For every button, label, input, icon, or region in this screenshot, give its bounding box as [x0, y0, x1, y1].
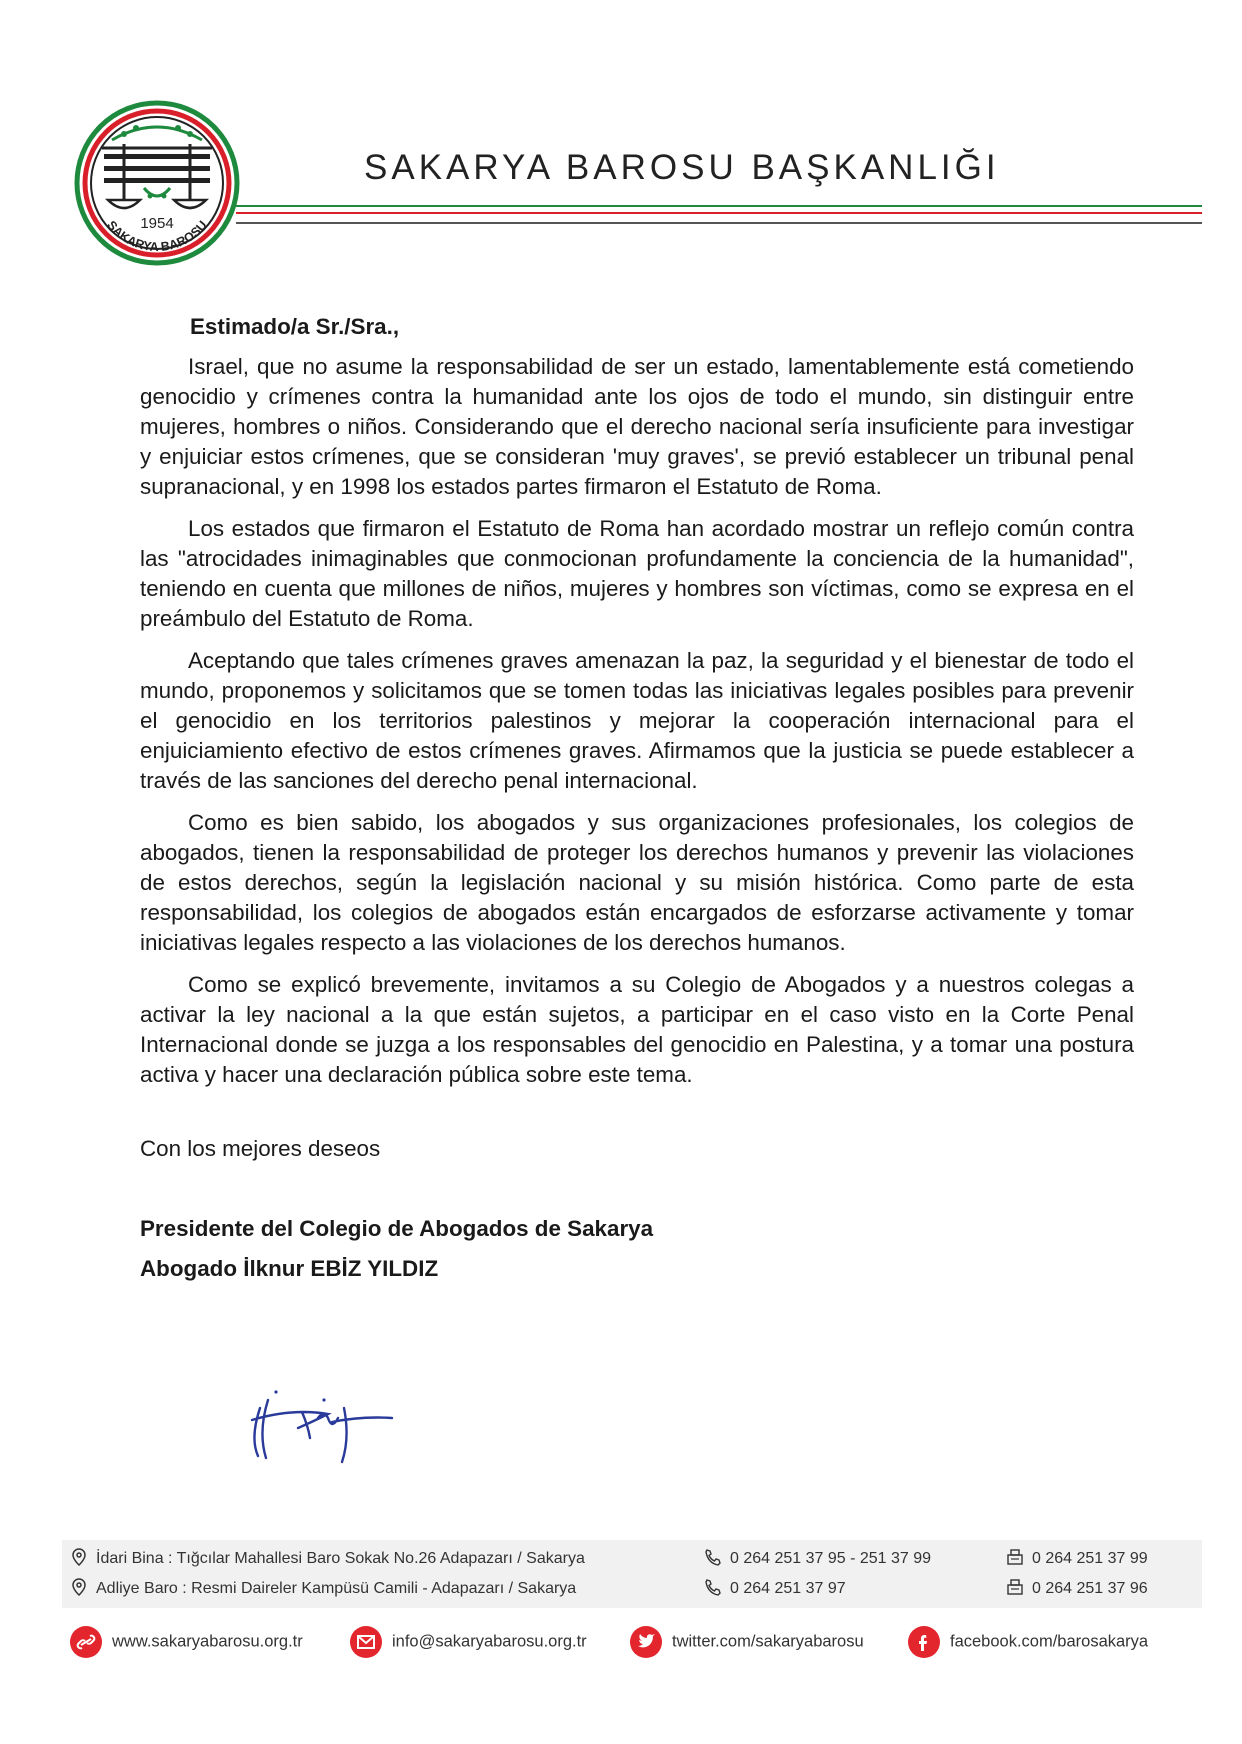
paragraph-1: Israel, que no asume la responsabilidad de ser un estado, lamentablemente está cometiendo genocidio y crímenes contra la humanidad ante los ojos de todo el mundo, sin distinguir entre mujeres, hombres o niños. Considerando que el derecho nacional sería insuficiente para investigar y enjuiciar estos crímenes, que se consideran 'muy graves', se previó establecer un tribunal penal supranacional, y en 1998 los estados partes firmaron el Estatuto de Roma.	[140, 354, 1134, 499]
paragraph-5: Como se explicó brevemente, invitamos a su Colegio de Abogados y a nuestros colegas a activar la ley nacional a la que están sujetos, a participar en el caso visto en la Corte Penal Internacional donde se juzga a los responsables del genocidio en Palestina, y a tomar una postura activa y hacer una declaración pública sobre este tema.	[140, 972, 1134, 1087]
fax-secondary	[1006, 1578, 1148, 1598]
phone-secondary-text: 0 264 251 37 97	[730, 1580, 846, 1597]
location-pin-icon	[70, 1548, 88, 1566]
address-court	[70, 1578, 576, 1598]
handwritten-signature	[232, 1378, 402, 1464]
phone-primary	[704, 1548, 931, 1568]
letter-body	[140, 312, 1134, 1294]
fax-icon	[1006, 1578, 1024, 1596]
mail-icon	[350, 1626, 382, 1658]
phone-primary-text: 0 264 251 37 95 - 251 37 99	[730, 1550, 932, 1567]
paragraph-4: Como es bien sabido, los abogados y sus organizaciones profesionales, los colegios de abogados, tienen la responsabilidad de proteger los derechos humanos y prevenir las violaciones de estos derechos, según la legislación nacional y su misión histórica. Como parte de esta responsabilidad, los colegios de abogados están encargados de esforzarse activamente y tomar iniciativas legales respecto a las violaciones de los derechos humanos.	[140, 810, 1134, 955]
location-pin-icon	[70, 1578, 88, 1596]
paragraph-2: Los estados que firmaron el Estatuto de Roma han acordado mostrar un reflejo común contra las "atrocidades inimaginables que conmocionan profundamente la conciencia de la humanidad", teniendo en cuenta que millones de niños, mujeres y hombres son víctimas, como se expresa en el preámbulo del Estatuto de Roma.	[140, 516, 1134, 631]
phone-secondary	[704, 1578, 846, 1598]
fax-primary	[1006, 1548, 1148, 1568]
signer-title: Presidente del Colegio de Abogados de Sakarya	[140, 1216, 654, 1241]
website-text: www.sakaryabarosu.org.tr	[112, 1632, 303, 1651]
fax-primary-text: 0 264 251 37 99	[1032, 1550, 1148, 1567]
header-rule-dark	[236, 222, 1202, 224]
facebook-link[interactable]	[908, 1626, 1148, 1658]
signature-block	[140, 1214, 1134, 1284]
greeting: Estimado/a Sr./Sra.,	[190, 314, 400, 339]
website-link[interactable]	[70, 1626, 303, 1658]
phone-icon	[704, 1548, 722, 1566]
twitter-link[interactable]	[630, 1626, 864, 1658]
twitter-text: twitter.com/sakaryabarosu	[672, 1632, 864, 1651]
organization-title: SAKARYA BAROSU BAŞKANLIĞI	[364, 148, 1000, 187]
link-icon	[70, 1626, 102, 1658]
email-text: info@sakaryabarosu.org.tr	[392, 1632, 587, 1651]
paragraph-3: Aceptando que tales crímenes graves amenazan la paz, la seguridad y el bienestar de todo el mundo, proponemos y solicitamos que se tomen todas las iniciativas legales posibles para prevenir el genocidio en los territorios palestinos y mejorar la cooperación internacional para el enjuiciamiento efectivo de estos crímenes graves. Afirmamos que la justicia se puede establecer a través de las sanciones del derecho penal internacional.	[140, 648, 1134, 793]
address-court-text: Adliye Baro : Resmi Daireler Kampüsü Camili - Adapazarı / Sakarya	[96, 1580, 577, 1597]
header-rule-red	[236, 212, 1202, 214]
logo-ring-text: SAKARYA BAROSU	[104, 218, 210, 255]
header-rule-green	[236, 205, 1202, 207]
logo-year: 1954	[140, 215, 174, 232]
closing: Con los mejores deseos	[140, 1136, 381, 1161]
footer-links	[70, 1626, 1202, 1662]
signer-name: Abogado İlknur EBİZ YILDIZ	[140, 1256, 439, 1281]
fax-icon	[1006, 1548, 1024, 1566]
fax-secondary-text: 0 264 251 37 96	[1032, 1580, 1148, 1597]
facebook-icon	[908, 1626, 940, 1658]
facebook-text: facebook.com/barosakarya	[950, 1632, 1149, 1651]
address-main-text: İdari Bina : Tığcılar Mahallesi Baro Sokak No.26 Adapazarı / Sakarya	[96, 1550, 585, 1567]
twitter-icon	[630, 1626, 662, 1658]
bar-association-logo	[74, 100, 240, 266]
address-main	[70, 1548, 585, 1568]
phone-icon	[704, 1578, 722, 1596]
email-link[interactable]	[350, 1626, 587, 1658]
